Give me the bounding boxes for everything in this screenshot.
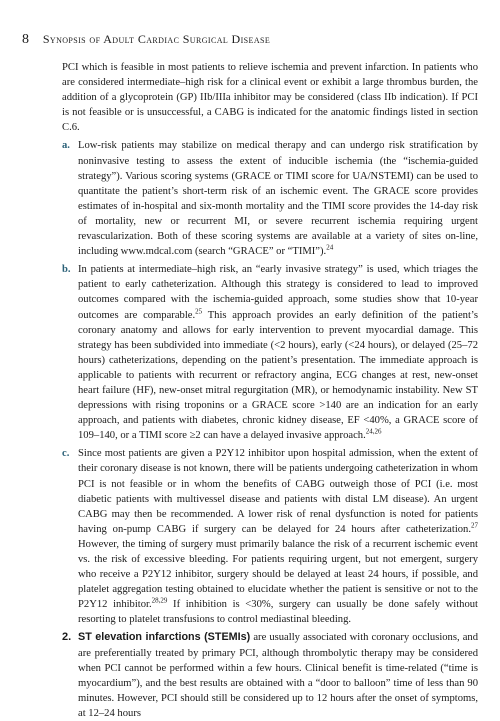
citation: 28,29 xyxy=(151,596,168,605)
page-header xyxy=(22,32,270,48)
citation: 24,26 xyxy=(365,427,382,436)
body-text xyxy=(62,60,478,721)
numbered-item-text: are usually associated with coronary occlusions, and are preferentially treated by primary PCI, although thrombolytic therapy may be considered when PCI cannot be performed within a few hours. Clinical benefit is time-related (“time is myocardium”), and the best results are obtained with a “door to balloon” time of less than 90 minutes. However, PCI should still be considered up to 12 hours after the onset of symptoms, at 12–24 hours xyxy=(78,632,478,719)
numbered-marker: 2. xyxy=(62,631,72,644)
item-b-text: In patients at intermediate–high risk, an “early invasive strategy” is used, which triages the patient to early catheterization. Although this strategy is considered to lead to improved outcomes compared with the ischemia-guided approach, some studies show that 10-year outcomes are comparable. xyxy=(78,264,478,321)
list-item-c xyxy=(62,446,478,627)
lettered-list xyxy=(62,138,478,627)
item-a-text: Low-risk patients may stabilize on medical therapy and can undergo risk stratification by noninvasive testing to assess the extent of inducible ischemia (the “ischemia-guided strategy”). Various scoring systems (GRACE or TIMI score for UA/NSTEMI) can be used to quantitate the patient’s short-term risk of an ischemic event. The GRACE score provides estimates of in-hospital and six-month mortality and the TIMI score provides the 14-day risk of mortality, new or recurrent MI, or severe recurrent ischemia requiring urgent revascularization. Both of these scoring systems are available at a variety of sites on-line, including www.mdcal.com (search “GRACE” or “TIMI”). xyxy=(78,140,478,258)
citation: 27 xyxy=(471,521,478,530)
list-item-text xyxy=(78,140,478,257)
item-c-text: Since most patients are given a P2Y12 inhibitor upon hospital admission, when the extent of their coronary disease is not known, there will be patients undergoing catheterization in whom PCI is not feasible or in whom the benefits of CABG outweigh those of PCI (i.e. most diabetic patients with multivessel disease and patients with distal LM disease). An urgent CABG may then be recommended. A lower risk of renal dysfunction is noted for patients having on-pump CABG if surgery can be delayed for 24 hours after catheterization. xyxy=(78,448,478,535)
list-item-text xyxy=(78,264,478,441)
citation: 25 xyxy=(195,306,203,315)
list-item-b xyxy=(62,262,478,443)
running-title: Synopsis of Adult Cardiac Surgical Disease xyxy=(42,32,271,46)
intro-paragraph: PCI which is feasible in most patients to relieve ischemia and prevent infarction. In patients who are considered intermediate–high risk for a clinical event or exhibit a large thrombus burden, the addition of a glycoprotein (GP) IIb/IIIa inhibitor may be considered (class IIb indication). If PCI is not feasible or is unsuccessful, a CABG is indicated for the anatomic findings listed in section C.6. xyxy=(62,62,478,134)
numbered-item-2 xyxy=(62,630,478,721)
list-item-text xyxy=(78,448,478,625)
list-item-a xyxy=(62,138,478,259)
citation: 24 xyxy=(326,243,334,252)
page-number: 8 xyxy=(22,32,30,47)
list-marker: c. xyxy=(62,448,70,460)
list-marker: b. xyxy=(62,264,71,276)
list-marker: a. xyxy=(62,140,70,152)
item-c-text-continued: However, the timing of surgery must primarily balance the risk of a recurrent ischemic event vs. the risk of excessive bleeding. For patients requiring urgent, but not emergent, surgery who receive a P2Y12 inhibitor, surgery should be delayed at least 24 hours, if possible, and platelet aggregation testing obtained to elucidate whether the patient is sensitive or not to the P2Y12 inhibitor. xyxy=(78,538,478,611)
item-c-text-end: If inhibition is <30%, surgery can usually be done safely without resorting to platelet transfusions to control mediastinal bleeding. xyxy=(78,599,478,626)
numbered-item-heading: ST elevation infarctions (STEMIs) xyxy=(78,631,251,644)
item-b-text-continued: This approach provides an early definition of the patient’s coronary anatomy and allows for early intervention to prevent myocardial damage. This strategy has been subdivided into immediate (<2 hours), early (<24 hours), or delayed (25–72 hours) catheterizations, depending on the patient’s presentation. The immediate approach is applicable to patients with recurrent or refractory angina, ECG changes at rest, new-onset heart failure (HF), new-onset mitral regurgitation (MR), or hemodynamic instability. New ST depressions with rising troponins or a GRACE score >140 are an indication for an early approach, and patients with diabetes, chronic kidney disease, EF <40%, a GRACE score of 109–140, or a TIMI score ≥2 can have a delayed invasive approach. xyxy=(78,309,478,442)
